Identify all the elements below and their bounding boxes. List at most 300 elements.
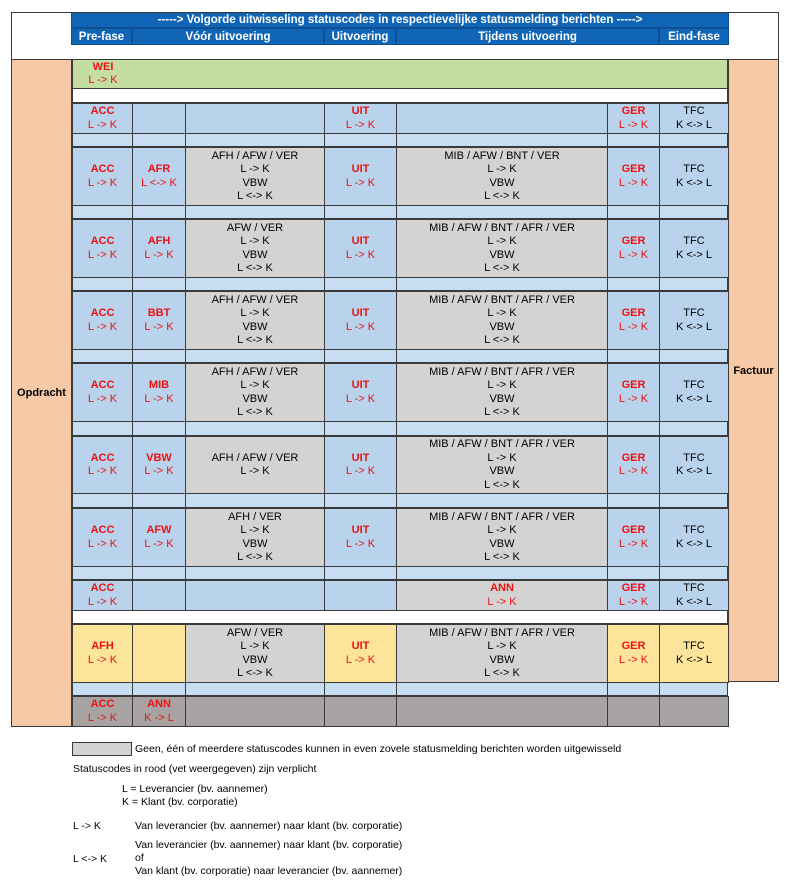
direction-label: L -> K (87, 711, 118, 724)
separator-divider (396, 205, 397, 219)
code-label: VBW (489, 320, 515, 333)
separator-divider (396, 349, 397, 363)
phase-label: Vóór uitvoering (185, 30, 271, 43)
code-label: UIT (351, 235, 370, 247)
code-label: ACC (90, 235, 115, 247)
direction-label: L <-> K (484, 262, 520, 274)
direction-label: K <-> L (675, 537, 713, 550)
separator-divider (659, 205, 660, 219)
legend-arrow2-symbol: L <-> K (73, 853, 108, 865)
status-cell (396, 580, 608, 611)
separator-divider (607, 349, 608, 363)
legend-arrow1-desc: Van leverancier (bv. aannemer) naar klant (bv. corporatie) (135, 820, 403, 832)
code-label: VBW (489, 465, 515, 477)
status-cell (396, 147, 608, 206)
separator-divider (185, 349, 186, 363)
direction-label: L -> K (487, 307, 517, 319)
direction-label: L -> K (240, 465, 270, 477)
status-cell (396, 508, 608, 567)
status-cell (72, 580, 133, 611)
status-cell (185, 624, 325, 683)
status-cell (396, 696, 608, 727)
code-label: VBW (489, 248, 515, 261)
legend-arrow2-desc1: Van leverancier (bv. aannemer) naar klant (bv. corporatie) (135, 839, 403, 851)
code-label: VBW (489, 653, 515, 666)
code-label: TFC (683, 379, 705, 391)
legend-arrow2-desc2: Van klant (bv. corporatie) naar leverancier (bv. aannemer) (135, 865, 403, 877)
phase-header-eind (659, 28, 729, 45)
separator-divider (607, 205, 608, 219)
code-label: MIB / AFW / BNT / VER (444, 149, 560, 162)
direction-label: K <-> L (675, 320, 713, 333)
code-label: GER (621, 163, 646, 175)
separator-divider (607, 133, 608, 147)
code-label: UIT (351, 307, 370, 319)
row-separator (72, 682, 728, 696)
direction-label: L -> K (87, 320, 118, 333)
direction-label: L -> K (87, 176, 118, 189)
status-cell (659, 291, 729, 350)
status-cell (659, 696, 729, 727)
direction-label: L -> K (487, 524, 517, 536)
code-label: AFH / AFW / VER (211, 149, 299, 162)
status-cell (607, 580, 660, 611)
status-cell (607, 291, 660, 350)
status-cell (396, 436, 608, 494)
direction-label: L -> K (87, 653, 118, 666)
separator-divider (185, 422, 186, 436)
status-cell (72, 147, 133, 206)
legend-arrow1-symbol: L -> K (73, 820, 101, 832)
separator-divider (132, 682, 133, 696)
direction-label: K <-> L (675, 465, 713, 477)
code-label: UIT (351, 451, 370, 464)
phase-header-tijdens (396, 28, 659, 45)
phase-header-voor (132, 28, 324, 45)
legend-abbr-l: L = Leverancier (bv. aannemer) (122, 783, 268, 795)
status-cell (396, 363, 608, 422)
code-label: TFC (683, 307, 705, 319)
status-cell (72, 291, 133, 350)
status-cell (659, 147, 729, 206)
code-label: TFC (683, 163, 705, 175)
separator-divider (132, 349, 133, 363)
wei-row (72, 59, 728, 89)
direction-label: L -> K (345, 653, 376, 666)
row-separator (72, 89, 728, 103)
status-cell (132, 580, 186, 611)
status-cell (607, 103, 660, 134)
separator-divider (132, 494, 133, 508)
phase-label: Eind-fase (668, 30, 720, 43)
direction-label: L -> K (87, 248, 118, 261)
direction-label: L -> K (240, 235, 270, 247)
status-cell (132, 363, 186, 422)
code-label: GER (621, 524, 646, 536)
direction-label: L -> K (240, 307, 270, 319)
direction-label: L <-> K (237, 667, 273, 679)
code-label: VBW (242, 537, 268, 550)
code-label: ACC (90, 582, 115, 594)
direction-label: L -> K (144, 320, 174, 333)
separator-divider (132, 566, 133, 580)
code-label: AFH (147, 235, 171, 247)
direction-label: K -> L (144, 711, 174, 724)
status-cell (607, 508, 660, 567)
direction-label: L -> K (618, 653, 649, 666)
separator-divider (396, 277, 397, 291)
code-label: VBW (242, 176, 268, 189)
code-label: MIB / AFW / BNT / AFR / VER (429, 293, 575, 306)
status-cell (72, 103, 133, 134)
separator-divider (659, 133, 660, 147)
code-label: TFC (683, 582, 705, 594)
direction-label: L -> K (618, 320, 649, 333)
side-label-text: Factuur (733, 364, 774, 377)
status-cell (72, 624, 133, 683)
direction-label: L -> K (618, 176, 649, 189)
status-cell (185, 580, 325, 611)
status-cell (185, 436, 325, 494)
direction-label: K <-> L (675, 248, 713, 261)
direction-label: L <-> K (484, 190, 520, 202)
status-cell (324, 624, 397, 683)
legend-abbr-k: K = Klant (bv. corporatie) (122, 796, 238, 808)
code-label: ACC (90, 105, 115, 117)
direction-label: L <-> K (484, 667, 520, 679)
row-separator (72, 494, 728, 508)
code-label: AFH / AFW / VER (211, 365, 299, 378)
code-label: AFW / VER (226, 221, 284, 234)
direction-label: L -> K (345, 465, 376, 477)
status-cell (132, 219, 186, 278)
direction-label: L -> K (345, 320, 376, 333)
code-label: UIT (351, 524, 370, 536)
status-cell (659, 219, 729, 278)
direction-label: L -> K (618, 118, 649, 131)
code-label: TFC (683, 640, 705, 652)
code-label: TFC (683, 235, 705, 247)
status-cell (396, 219, 608, 278)
code-label: ACC (90, 451, 115, 464)
legend-arrow2-of: of (135, 852, 144, 864)
direction-label: L -> K (487, 451, 517, 464)
code-label: GER (621, 582, 646, 594)
direction-label: L <-> K (237, 262, 273, 274)
row-separator (72, 610, 728, 624)
code-label: ACC (90, 524, 115, 536)
phase-label: Pre-fase (78, 30, 125, 43)
status-cell (659, 508, 729, 567)
status-cell (72, 219, 133, 278)
code-label: UIT (351, 379, 370, 391)
status-cell (607, 363, 660, 422)
status-cell (324, 363, 397, 422)
direction-label: L -> K (87, 537, 118, 550)
separator-divider (324, 349, 325, 363)
status-cell (396, 103, 608, 134)
separator-divider (607, 682, 608, 696)
direction-label: L -> K (240, 640, 270, 652)
direction-label: K <-> L (675, 595, 713, 608)
status-cell (659, 580, 729, 611)
status-cell (185, 696, 325, 727)
status-cell (607, 436, 660, 494)
status-cell (324, 147, 397, 206)
code-label: ANN (147, 698, 171, 710)
code-label: AFH (91, 640, 114, 652)
status-cell (72, 696, 133, 727)
side-label-opdracht (11, 59, 72, 727)
separator-divider (607, 422, 608, 436)
status-cell (324, 508, 397, 567)
legend-gray-note: Geen, één of meerdere statuscodes kunnen in even zovele statusmelding berichten worden uitgewisseld (135, 743, 622, 755)
status-cell (396, 624, 608, 683)
direction-label: K <-> L (675, 176, 713, 189)
direction-label: L -> K (618, 595, 649, 608)
code-label: UIT (351, 163, 370, 175)
separator-divider (324, 205, 325, 219)
direction-label: L -> K (345, 118, 376, 131)
direction-label: L -> K (618, 465, 649, 477)
separator-divider (324, 277, 325, 291)
direction-label: L -> K (618, 537, 649, 550)
separator-divider (185, 682, 186, 696)
separator-divider (659, 494, 660, 508)
code-label: VBW (489, 176, 515, 189)
status-cell (607, 696, 660, 727)
status-cell (185, 219, 325, 278)
status-cell (72, 363, 133, 422)
status-cell (607, 624, 660, 683)
direction-label: L -> K (487, 379, 517, 391)
row-separator (72, 422, 728, 436)
direction-label: L <-> K (237, 190, 273, 202)
phase-label: Tijdens uitvoering (478, 30, 577, 43)
phase-header-uitvoering (324, 28, 396, 45)
status-cell (132, 624, 186, 683)
status-cell (132, 147, 186, 206)
status-cell (72, 508, 133, 567)
status-cell (324, 436, 397, 494)
status-cell (185, 103, 325, 134)
status-cell (324, 580, 397, 611)
separator-divider (607, 494, 608, 508)
code-label: VBW (242, 392, 268, 405)
code-label: WEI (92, 60, 114, 73)
status-cell (324, 103, 397, 134)
direction-label: L -> K (87, 118, 118, 131)
direction-label: K <-> L (675, 118, 713, 131)
code-label: GER (621, 307, 646, 319)
separator-divider (659, 682, 660, 696)
direction-label: L <-> K (484, 406, 520, 418)
code-label: TFC (683, 105, 705, 117)
separator-divider (659, 422, 660, 436)
direction-label: L -> K (87, 595, 118, 608)
code-label: MIB / AFW / BNT / AFR / VER (429, 221, 575, 234)
code-label: MIB / AFW / BNT / AFR / VER (429, 626, 575, 639)
code-label: ANN (490, 582, 514, 594)
status-cell (659, 624, 729, 683)
status-cell (659, 436, 729, 494)
direction-label: L <-> K (484, 334, 520, 346)
phase-header-pre (71, 28, 132, 45)
code-label: MIB (148, 379, 170, 391)
direction-label: L -> K (240, 379, 270, 391)
separator-divider (324, 133, 325, 147)
code-label: VBW (489, 537, 515, 550)
separator-divider (132, 277, 133, 291)
legend-red-note: Statuscodes in rood (vet weergegeven) zijn verplicht (73, 763, 317, 775)
code-label: AFR (147, 163, 171, 175)
separator-divider (185, 277, 186, 291)
code-label: ACC (90, 307, 115, 319)
table-title (71, 12, 729, 28)
code-label: AFH / AFW / VER (211, 451, 299, 464)
code-label: MIB / AFW / BNT / AFR / VER (429, 510, 575, 523)
direction-label: L -> K (240, 163, 270, 175)
separator-divider (659, 349, 660, 363)
status-cell (132, 436, 186, 494)
separator-divider (132, 205, 133, 219)
status-cell (607, 219, 660, 278)
row-separator (72, 277, 728, 291)
direction-label: L -> K (487, 640, 517, 652)
code-label: UIT (351, 640, 370, 652)
code-label: AFH / AFW / VER (211, 293, 299, 306)
separator-divider (396, 422, 397, 436)
code-label: TFC (683, 451, 705, 464)
code-label: UIT (351, 105, 370, 117)
direction-label: L -> K (144, 392, 174, 405)
direction-label: L -> K (618, 392, 649, 405)
code-label: TFC (683, 524, 705, 536)
table-title-text: -----> Volgorde uitwisseling statuscodes in respectievelijke statusmelding berichten -----> (157, 14, 643, 26)
direction-label: L <-> K (484, 478, 520, 491)
side-label-factuur (728, 59, 779, 682)
code-label: AFH / VER (228, 510, 282, 523)
row-separator (72, 566, 728, 580)
direction-label: L -> K (144, 465, 174, 477)
separator-divider (324, 566, 325, 580)
separator-divider (185, 494, 186, 508)
separator-divider (607, 566, 608, 580)
direction-label: L -> K (345, 248, 376, 261)
direction-label: L -> K (240, 524, 270, 536)
direction-label: L -> K (345, 392, 376, 405)
separator-divider (185, 205, 186, 219)
row-separator (72, 205, 728, 219)
status-cell (324, 219, 397, 278)
separator-divider (396, 494, 397, 508)
separator-divider (396, 566, 397, 580)
separator-divider (132, 422, 133, 436)
separator-divider (185, 566, 186, 580)
status-cell (324, 696, 397, 727)
separator-divider (659, 277, 660, 291)
code-label: AFW (146, 524, 172, 536)
code-label: VBW (242, 320, 268, 333)
legend-gray-swatch (72, 742, 132, 756)
code-label: GER (621, 235, 646, 247)
code-label: VBW (242, 653, 268, 666)
direction-label: L <-> K (237, 406, 273, 418)
direction-label: L -> K (487, 163, 517, 175)
direction-label: L <-> K (237, 334, 273, 346)
direction-label: L -> K (487, 235, 517, 247)
code-label: MIB / AFW / BNT / AFR / VER (429, 365, 575, 378)
status-cell (132, 696, 186, 727)
status-cell (185, 508, 325, 567)
direction-label: L <-> K (484, 551, 520, 563)
separator-divider (324, 422, 325, 436)
direction-label: L -> K (88, 74, 118, 86)
direction-label: L -> K (345, 537, 376, 550)
direction-label: L -> K (487, 595, 517, 608)
code-label: AFW / VER (226, 626, 284, 639)
code-label: GER (621, 451, 646, 464)
code-label: VBW (242, 248, 268, 261)
code-label: BBT (147, 307, 171, 319)
status-cell (607, 147, 660, 206)
direction-label: K <-> L (675, 653, 713, 666)
status-cell (132, 508, 186, 567)
side-label-text: Opdracht (17, 387, 66, 399)
row-separator (72, 349, 728, 363)
code-label: ACC (90, 163, 115, 175)
status-cell (185, 147, 325, 206)
phase-label: Uitvoering (331, 30, 389, 43)
code-label: ACC (90, 698, 115, 710)
direction-label: K <-> L (675, 392, 713, 405)
direction-label: L -> K (144, 537, 174, 550)
status-cell (132, 291, 186, 350)
separator-divider (396, 133, 397, 147)
code-label: GER (621, 640, 646, 652)
code-label: VBW (146, 451, 172, 464)
direction-label: L -> K (618, 248, 649, 261)
separator-divider (132, 133, 133, 147)
status-cell (72, 436, 133, 494)
separator-divider (185, 133, 186, 147)
direction-label: L -> K (87, 465, 118, 477)
status-cell (324, 291, 397, 350)
direction-label: L -> K (87, 392, 118, 405)
status-cell (396, 291, 608, 350)
direction-label: L -> K (345, 176, 376, 189)
separator-divider (659, 566, 660, 580)
direction-label: L -> K (144, 248, 174, 261)
status-cell (185, 363, 325, 422)
status-cell (659, 103, 729, 134)
code-label: ACC (90, 379, 115, 391)
direction-label: L <-> K (141, 176, 177, 189)
code-label: GER (621, 105, 646, 117)
code-label: MIB / AFW / BNT / AFR / VER (429, 438, 575, 450)
separator-divider (396, 682, 397, 696)
code-label: VBW (489, 392, 515, 405)
status-cell (659, 363, 729, 422)
separator-divider (324, 682, 325, 696)
status-cell (185, 291, 325, 350)
status-cell (132, 103, 186, 134)
separator-divider (607, 277, 608, 291)
direction-label: L <-> K (237, 551, 273, 563)
code-label: GER (621, 379, 646, 391)
row-separator (72, 133, 728, 147)
separator-divider (324, 494, 325, 508)
